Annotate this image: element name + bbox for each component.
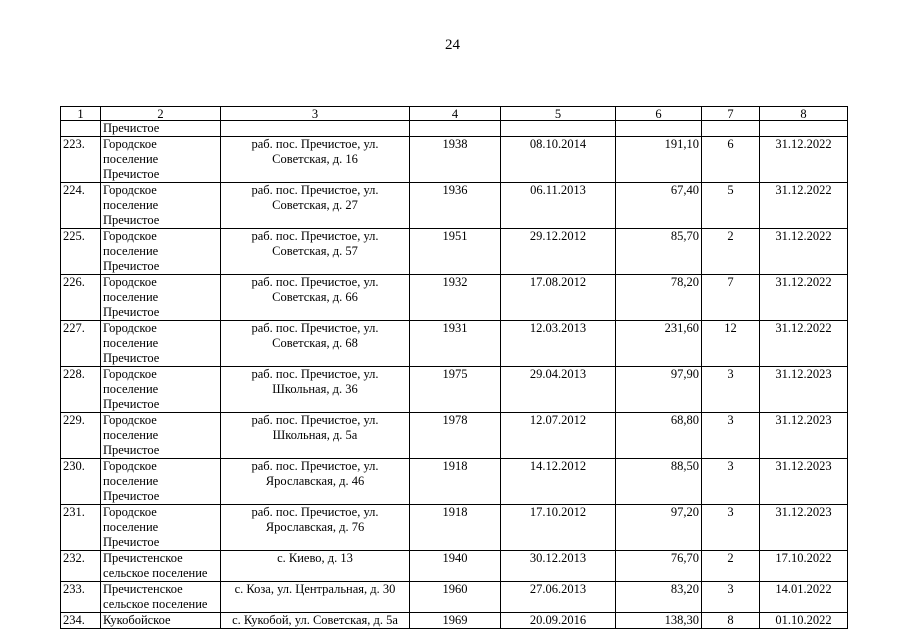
cell-count: 3 [702, 505, 760, 551]
cell-count: 12 [702, 321, 760, 367]
cell-settlement [101, 367, 221, 413]
cell-address-line: Советская, д. 27 [272, 198, 358, 212]
cell-count: 3 [702, 459, 760, 505]
cell-deadline: 31.12.2022 [760, 275, 848, 321]
cell-area: 78,20 [616, 275, 702, 321]
cell-number: 228. [61, 367, 101, 413]
cell-date: 12.03.2013 [501, 321, 616, 367]
cell-year: 1951 [410, 229, 501, 275]
cell-settlement-line: Пречистое [103, 259, 160, 273]
continuation-row [61, 121, 848, 137]
cell-area: 191,10 [616, 137, 702, 183]
cell-deadline: 14.01.2022 [760, 582, 848, 613]
cell-area: 138,30 [616, 613, 702, 629]
cell-count: 5 [702, 183, 760, 229]
cell-settlement [101, 551, 221, 582]
cell-settlement: Пречистое [101, 121, 221, 137]
column-header: 2 [101, 107, 221, 121]
cell-number: 223. [61, 137, 101, 183]
cell-settlement-line: поселение [103, 428, 159, 442]
cell-settlement-line: сельское поселение [103, 597, 208, 611]
cell-number: 229. [61, 413, 101, 459]
cell-address [221, 459, 410, 505]
cell-year: 1932 [410, 275, 501, 321]
cell-deadline: 01.10.2022 [760, 613, 848, 629]
cell-date: 29.04.2013 [501, 367, 616, 413]
cell-area: 97,90 [616, 367, 702, 413]
cell-address [221, 582, 410, 613]
cell-area: 85,70 [616, 229, 702, 275]
cell-settlement [101, 613, 221, 629]
cell-address-line: Советская, д. 68 [272, 336, 358, 350]
page-number: 24 [445, 37, 460, 53]
cell-settlement-line: поселение [103, 520, 159, 534]
cell-settlement-line: поселение [103, 382, 159, 396]
cell-deadline: 31.12.2022 [760, 137, 848, 183]
table-row [61, 582, 848, 613]
cell-deadline: 31.12.2022 [760, 321, 848, 367]
column-header: 4 [410, 107, 501, 121]
cell-deadline [760, 121, 848, 137]
cell-area: 68,80 [616, 413, 702, 459]
cell-address-line: с. Коза, ул. Центральная, д. 30 [234, 582, 396, 596]
cell-year: 1969 [410, 613, 501, 629]
cell-deadline: 31.12.2023 [760, 459, 848, 505]
cell-address-line: Советская, д. 57 [272, 244, 358, 258]
cell-address-line: Школьная, д. 5а [272, 428, 358, 442]
cell-date: 20.09.2016 [501, 613, 616, 629]
cell-count: 7 [702, 275, 760, 321]
housing-registry-table [60, 106, 848, 629]
cell-count: 3 [702, 413, 760, 459]
cell-year: 1938 [410, 137, 501, 183]
cell-settlement-line: поселение [103, 336, 159, 350]
cell-settlement [101, 183, 221, 229]
cell-settlement-line: Городское [103, 367, 157, 381]
cell-address-line: раб. пос. Пречистое, ул. [251, 321, 379, 335]
cell-year: 1918 [410, 459, 501, 505]
column-header: 5 [501, 107, 616, 121]
cell-settlement-line: поселение [103, 244, 159, 258]
cell-number: 225. [61, 229, 101, 275]
column-header: 3 [221, 107, 410, 121]
cell-count: 6 [702, 137, 760, 183]
cell-address-line: раб. пос. Пречистое, ул. [251, 137, 379, 151]
cell-date: 14.12.2012 [501, 459, 616, 505]
cell-address-line: раб. пос. Пречистое, ул. [251, 413, 379, 427]
cell-deadline: 31.12.2023 [760, 367, 848, 413]
cell-date: 17.10.2012 [501, 505, 616, 551]
cell-settlement-line: поселение [103, 290, 159, 304]
cell-count: 8 [702, 613, 760, 629]
cell-address [221, 367, 410, 413]
cell-count: 3 [702, 582, 760, 613]
cell-settlement-line: Городское [103, 137, 157, 151]
column-header: 8 [760, 107, 848, 121]
cell-address-line: с. Киево, д. 13 [277, 551, 353, 565]
table-body [61, 121, 848, 629]
cell-year: 1940 [410, 551, 501, 582]
cell-number: 234. [61, 613, 101, 629]
cell-settlement [101, 137, 221, 183]
cell-address [221, 229, 410, 275]
cell-year: 1936 [410, 183, 501, 229]
cell-address [221, 413, 410, 459]
cell-settlement-line: Городское [103, 229, 157, 243]
cell-settlement [101, 275, 221, 321]
cell-deadline: 31.12.2023 [760, 505, 848, 551]
cell-area: 76,70 [616, 551, 702, 582]
cell-number: 232. [61, 551, 101, 582]
cell-number: 224. [61, 183, 101, 229]
table-row [61, 321, 848, 367]
table-row [61, 367, 848, 413]
column-header: 7 [702, 107, 760, 121]
cell-area [616, 121, 702, 137]
cell-settlement [101, 321, 221, 367]
cell-address-line: раб. пос. Пречистое, ул. [251, 459, 379, 473]
table-row [61, 183, 848, 229]
cell-settlement-line: Городское [103, 459, 157, 473]
table-row [61, 413, 848, 459]
cell-deadline: 31.12.2022 [760, 229, 848, 275]
cell-year: 1978 [410, 413, 501, 459]
cell-date: 17.08.2012 [501, 275, 616, 321]
cell-number: 230. [61, 459, 101, 505]
cell-address-line: раб. пос. Пречистое, ул. [251, 367, 379, 381]
cell-settlement-line: Пречистое [103, 167, 160, 181]
cell-count: 3 [702, 367, 760, 413]
cell-count: 2 [702, 229, 760, 275]
cell-settlement-line: Пречистенское [103, 551, 183, 565]
cell-area: 83,20 [616, 582, 702, 613]
cell-settlement-line: Пречистое [103, 351, 160, 365]
cell-settlement-line: Пречистое [103, 489, 160, 503]
cell-address-line: с. Кукобой, ул. Советская, д. 5а [232, 613, 398, 627]
header-row [61, 107, 848, 121]
cell-year: 1918 [410, 505, 501, 551]
column-header: 6 [616, 107, 702, 121]
cell-settlement-line: Пречистое [103, 535, 160, 549]
cell-address [221, 121, 410, 137]
cell-settlement-line: Городское [103, 183, 157, 197]
cell-number: 226. [61, 275, 101, 321]
cell-settlement-line: поселение [103, 198, 159, 212]
cell-settlement-line: Пречистое [103, 397, 160, 411]
cell-settlement-line: Городское [103, 321, 157, 335]
cell-settlement-line: Пречистое [103, 443, 160, 457]
table-row [61, 613, 848, 629]
cell-date: 06.11.2013 [501, 183, 616, 229]
cell-settlement [101, 229, 221, 275]
cell-settlement-line: Городское [103, 275, 157, 289]
cell-date: 27.06.2013 [501, 582, 616, 613]
cell-settlement-line: поселение [103, 152, 159, 166]
cell-area: 231,60 [616, 321, 702, 367]
cell-settlement [101, 582, 221, 613]
cell-settlement-line: Пречистенское [103, 582, 183, 596]
cell-year [410, 121, 501, 137]
cell-deadline: 17.10.2022 [760, 551, 848, 582]
cell-settlement-line: Городское [103, 505, 157, 519]
cell-settlement-line: Городское [103, 413, 157, 427]
cell-settlement-line: Пречистое [103, 305, 160, 319]
table-row [61, 229, 848, 275]
cell-number: 233. [61, 582, 101, 613]
cell-settlement-line: Пречистое [103, 213, 160, 227]
cell-date [501, 121, 616, 137]
cell-settlement [101, 413, 221, 459]
cell-address [221, 321, 410, 367]
table-row [61, 459, 848, 505]
cell-address [221, 551, 410, 582]
cell-address-line: Ярославская, д. 46 [265, 474, 365, 488]
cell-settlement-line: Кукобойское [103, 613, 171, 627]
cell-year: 1931 [410, 321, 501, 367]
cell-address [221, 183, 410, 229]
cell-date: 30.12.2013 [501, 551, 616, 582]
cell-number [61, 121, 101, 137]
cell-count [702, 121, 760, 137]
table-row [61, 505, 848, 551]
cell-address-line: раб. пос. Пречистое, ул. [251, 275, 379, 289]
cell-area: 67,40 [616, 183, 702, 229]
cell-address [221, 613, 410, 629]
cell-number: 231. [61, 505, 101, 551]
cell-year: 1975 [410, 367, 501, 413]
cell-address [221, 505, 410, 551]
cell-address-line: Школьная, д. 36 [272, 382, 358, 396]
cell-address [221, 137, 410, 183]
cell-year: 1960 [410, 582, 501, 613]
cell-address-line: Советская, д. 66 [272, 290, 358, 304]
table-row [61, 137, 848, 183]
cell-address [221, 275, 410, 321]
cell-deadline: 31.12.2022 [760, 183, 848, 229]
cell-area: 97,20 [616, 505, 702, 551]
table-row [61, 275, 848, 321]
cell-date: 12.07.2012 [501, 413, 616, 459]
cell-deadline: 31.12.2023 [760, 413, 848, 459]
cell-address-line: раб. пос. Пречистое, ул. [251, 505, 379, 519]
cell-settlement [101, 459, 221, 505]
cell-area: 88,50 [616, 459, 702, 505]
cell-count: 2 [702, 551, 760, 582]
cell-settlement [101, 505, 221, 551]
table-row [61, 551, 848, 582]
cell-settlement-line: поселение [103, 474, 159, 488]
cell-address-line: Советская, д. 16 [272, 152, 358, 166]
cell-number: 227. [61, 321, 101, 367]
column-header: 1 [61, 107, 101, 121]
cell-address-line: раб. пос. Пречистое, ул. [251, 183, 379, 197]
cell-address-line: Ярославская, д. 76 [265, 520, 365, 534]
cell-date: 08.10.2014 [501, 137, 616, 183]
cell-address-line: раб. пос. Пречистое, ул. [251, 229, 379, 243]
cell-settlement-line: сельское поселение [103, 566, 208, 580]
cell-date: 29.12.2012 [501, 229, 616, 275]
